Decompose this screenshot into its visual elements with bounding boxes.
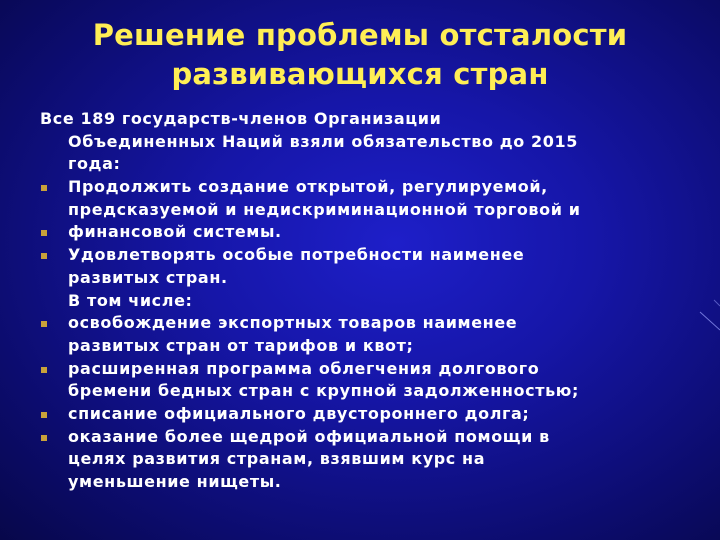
text-line [40,471,690,494]
line-text: Все 189 государств-членов Организации [40,109,442,128]
bullet-item-line [40,403,690,426]
square-bullet-icon [41,412,47,418]
line-text: расширенная программа облегчения долгового [68,358,540,378]
slide-title-line-2: развивающихся стран [171,57,549,91]
text-line [40,108,690,131]
line-text: В том числе: [68,290,193,310]
line-text: оказание более щедрой официальной помощи в [68,426,550,446]
slide-body [40,108,690,494]
text-line [40,380,690,403]
text-line [40,290,690,313]
bullet-item-line [40,244,690,267]
square-bullet-icon [41,230,47,236]
slide-title [40,16,680,94]
line-text: финансовой системы. [68,222,282,242]
bullet-item-line [40,176,690,199]
line-text: Продолжить создание открытой, регулируемой, [68,177,548,197]
line-text: списание официального двустороннего долга; [68,403,530,423]
square-bullet-icon [41,321,47,327]
line-text: Объединенных Наций взяли обязательство до 2015 [68,131,578,151]
line-text: развитых стран. [68,267,228,287]
line-text: года: [68,154,121,174]
line-text: предсказуемой и недискриминационной торговой и [68,199,581,219]
line-text: уменьшение нищеты. [68,472,282,491]
text-line [40,448,690,471]
text-line [40,335,690,358]
line-text: освобождение экспортных товаров наименее [68,313,518,333]
text-line [40,267,690,290]
square-bullet-icon [41,185,47,191]
text-line [40,131,690,154]
bullet-item-line [40,312,690,335]
line-text: целях развития странам, взявшим курс на [68,449,486,469]
bullet-item-line [40,426,690,449]
bullet-item-line [40,358,690,381]
text-line [40,199,690,222]
bullet-item-line [40,221,690,244]
square-bullet-icon [41,253,47,259]
line-text: бремени бедных стран с крупной задолженностью; [68,381,579,401]
square-bullet-icon [41,435,47,441]
line-text: развитых стран от тарифов и квот; [68,335,414,355]
line-text: Удовлетворять особые потребности наименее [68,245,525,265]
text-line [40,153,690,176]
slide-title-line-1: Решение проблемы отсталости [92,18,628,52]
square-bullet-icon [41,367,47,373]
